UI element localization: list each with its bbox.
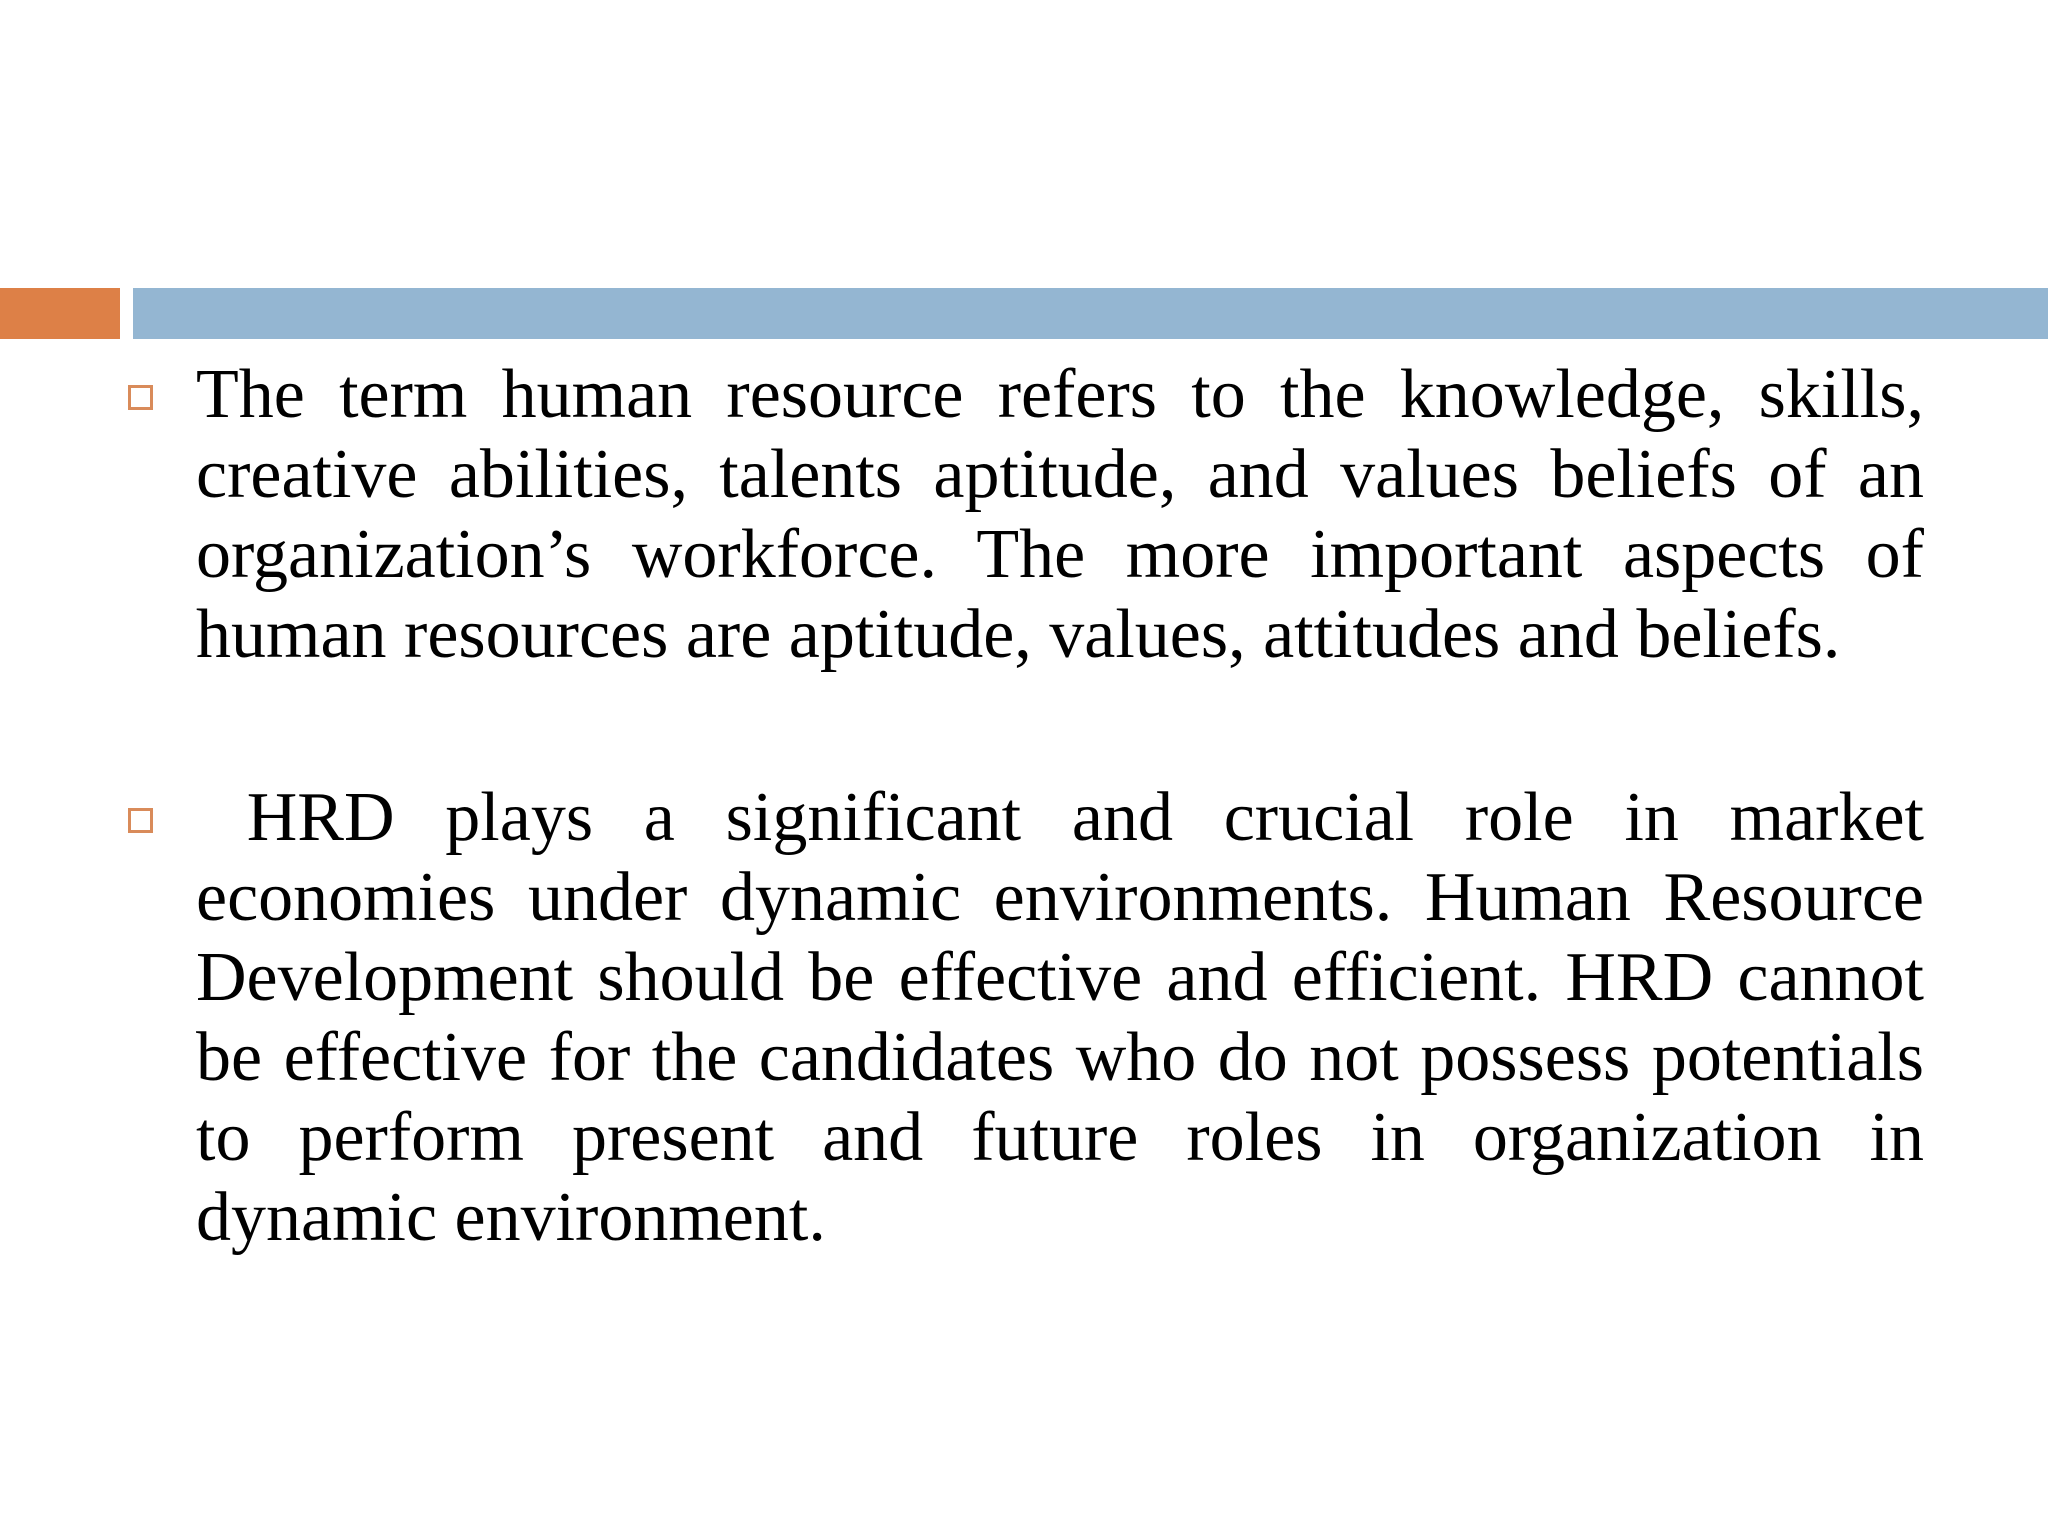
bullet-list — [0, 355, 2048, 1258]
bullet-text-1: The term human resource refers to the knowledge, skills, creative abilities, talents aptitude, and values beliefs of an organization’s workforce. The more important aspects of human resources are aptitude, values, attitudes and beliefs. — [196, 356, 1924, 673]
accent-bar — [0, 288, 120, 339]
bullet-item-1 — [0, 355, 2048, 675]
hollow-square-icon — [128, 385, 153, 410]
title-bar — [133, 288, 2048, 339]
bullet-text-2: HRD plays a significant and crucial role in market economies under dynamic environments. Human Resource Development should be effective and efficient. HRD cannot be effective for the candidates who do not possess potentials to perform present and future roles in organization in dynamic environment. — [196, 779, 1924, 1256]
bullet-item-2 — [0, 778, 2048, 1258]
hollow-square-icon — [128, 808, 153, 833]
